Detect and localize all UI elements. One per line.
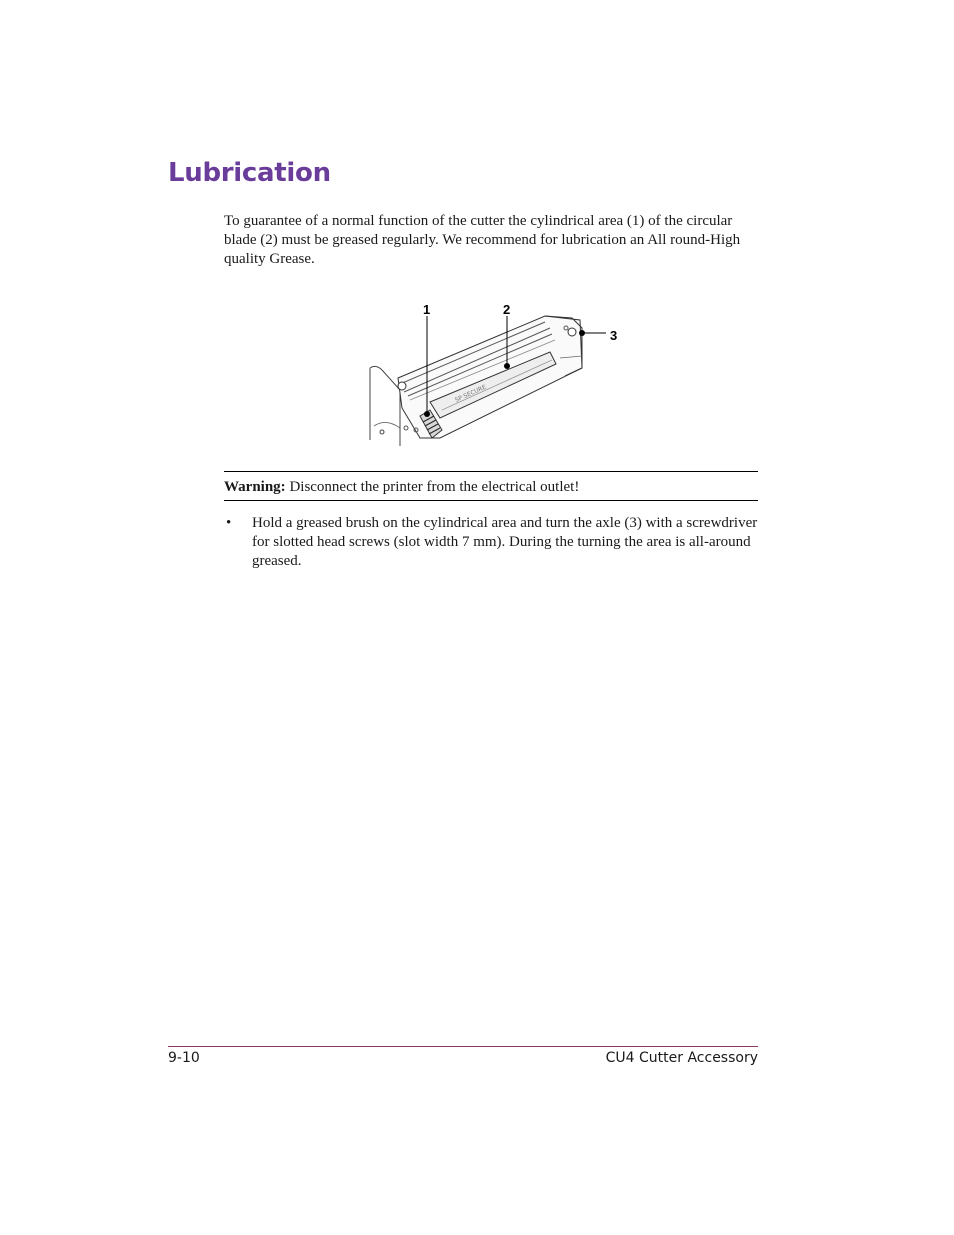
- callout-3: 3: [610, 328, 618, 343]
- intro-paragraph: To guarantee of a normal function of the cutter the cylindrical area (1) of the circular blade (2) must be greased regularly. We recommend for lubrication an All round-High quality Grease.: [224, 213, 741, 267]
- svg-text:SP SECURE: SP SECURE: [453, 383, 488, 404]
- warning-label: Warning:: [224, 479, 286, 495]
- callout-2: 2: [503, 302, 511, 317]
- page-number: 9-10: [168, 1050, 200, 1066]
- document-title: CU4 Cutter Accessory: [605, 1050, 758, 1066]
- warning-box: [224, 471, 758, 501]
- cutter-drawing: [360, 298, 630, 448]
- bullet-icon: •: [226, 515, 232, 531]
- callout-1: 1: [423, 302, 431, 317]
- footer-divider: [168, 1046, 758, 1047]
- warning-text: Disconnect the printer from the electrical outlet!: [285, 479, 580, 495]
- page-title: Lubrication: [168, 158, 331, 188]
- cutter-illustration: [360, 298, 630, 448]
- instruction-list: [224, 514, 758, 571]
- list-item: [224, 514, 758, 571]
- step-text: Hold a greased brush on the cylindrical area and turn the axle (3) with a screwdriver for slotted head screws (slot width 7 mm). During the turning the area is all-around greased.: [252, 515, 758, 569]
